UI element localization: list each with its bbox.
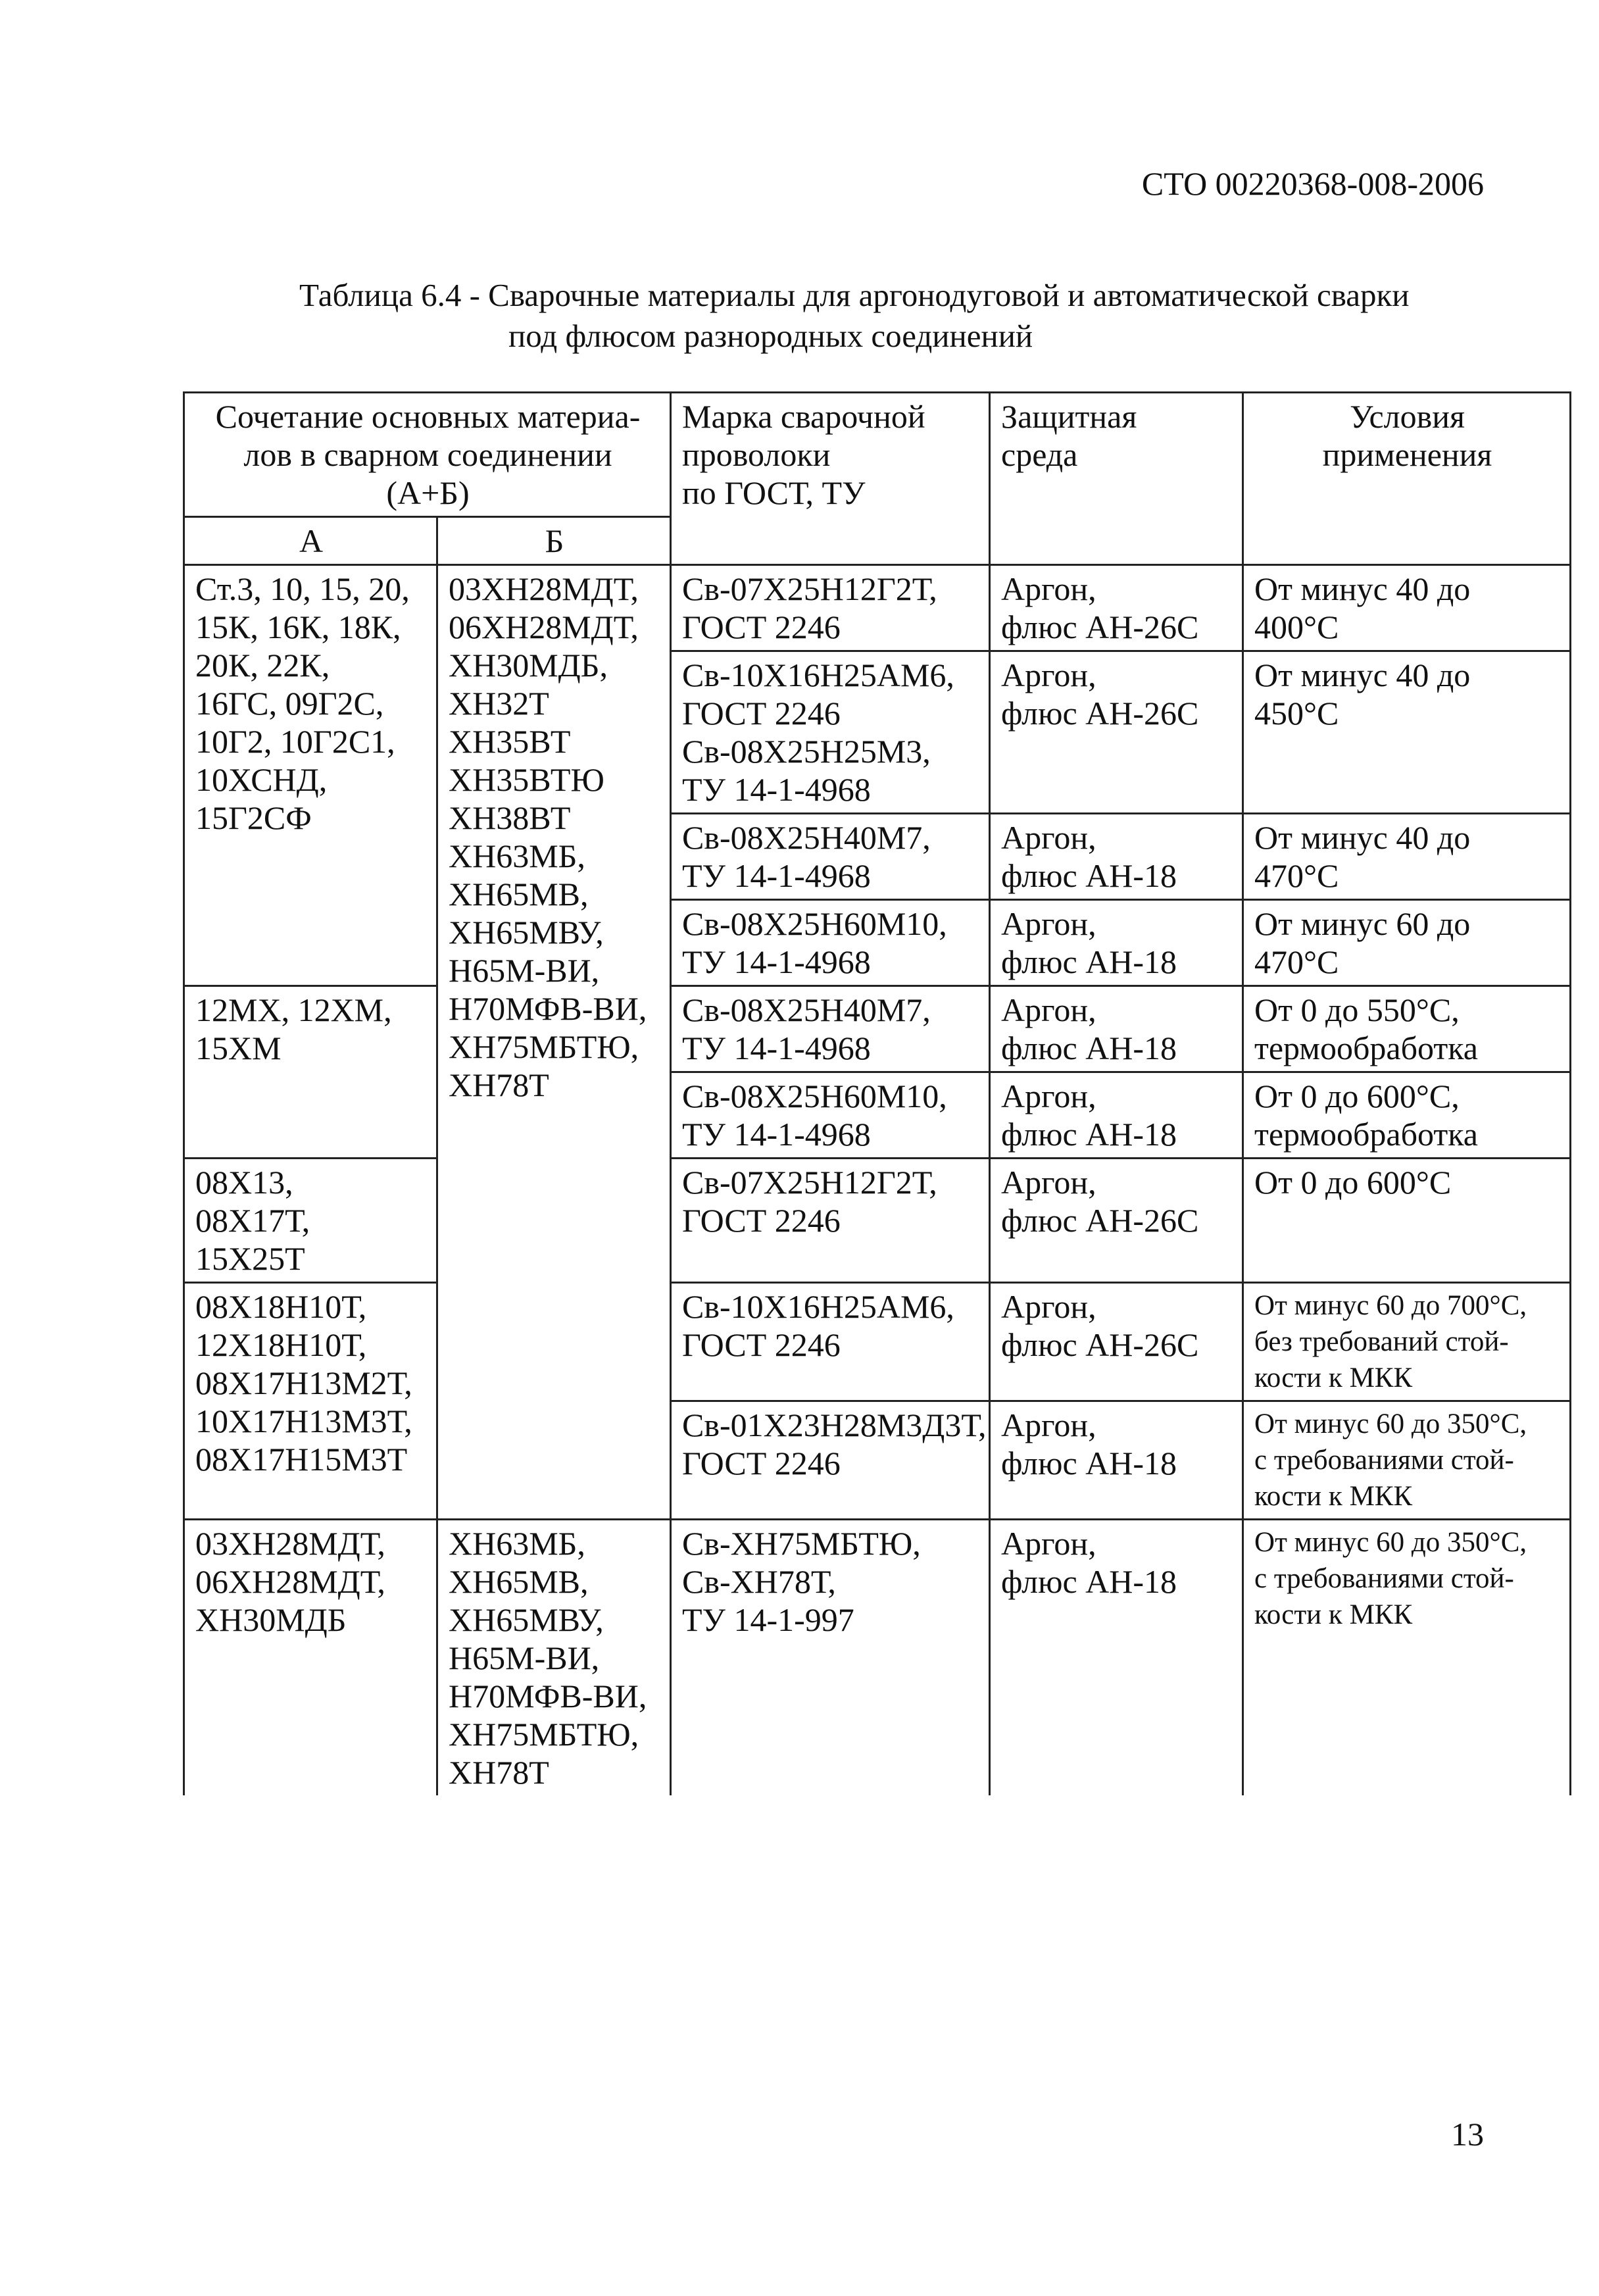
row-7-medium: Аргон, флюс АН-26С [990,1159,1243,1283]
group-a-carbon-steels: Ст.3, 10, 15, 20, 15К, 16К, 18К, 20К, 22К, 16ГС, 09Г2С, 10Г2, 10Г2С1, 10ХСНД, 15Г2СФ [184,565,437,986]
welding-materials-table [183,391,1571,1795]
header-conditions: Условия применения [1243,393,1571,565]
group-a-chromium-molybdenum: 12МХ, 12ХМ, 15ХМ [184,986,437,1159]
row-2-medium: Аргон, флюс АН-26С [990,651,1243,814]
row-5-medium: Аргон, флюс АН-18 [990,986,1243,1072]
row-9-medium: Аргон, флюс АН-18 [990,1401,1243,1520]
row-8-medium: Аргон, флюс АН-26С [990,1283,1243,1401]
row-6-conditions: От 0 до 600°С, термообработка [1243,1072,1571,1159]
page-number: 13 [1451,2116,1484,2153]
group-a-chromium-steels: 08Х13, 08Х17Т, 15Х25Т [184,1159,437,1283]
row-5-wire: Св-08Х25Н40М7, ТУ 14-1-4968 [671,986,990,1072]
row-7-conditions: От 0 до 600°С [1243,1159,1571,1283]
group-b-nickel-alloys-2: ХН63МБ, ХН65МВ, ХН65МВУ, Н65М-ВИ, Н70МФВ-ВИ, ХН75МБТЮ, ХН78Т [437,1520,671,1796]
row-2-wire: Св-10Х16Н25АМ6, ГОСТ 2246 Св-08Х25Н25М3, ТУ 14-1-4968 [671,651,990,814]
caption-line-1: Таблица 6.4 - Сварочные материалы для аргонодуговой и автоматической сварки [299,277,1410,313]
row-3-medium: Аргон, флюс АН-18 [990,814,1243,900]
row-6-wire: Св-08Х25Н60М10, ТУ 14-1-4968 [671,1072,990,1159]
row-9-conditions: От минус 60 до 350°С, с требованиями стой- кости к МКК [1243,1401,1571,1520]
row-1-conditions: От минус 40 до 400°С [1243,565,1571,651]
row-2-conditions: От минус 40 до 450°С [1243,651,1571,814]
header-wire: Марка сварочной проволоки по ГОСТ, ТУ [671,393,990,565]
header-combination: Сочетание основных материа- лов в сварном соединении (А+Б) [184,393,671,517]
row-8-conditions: От минус 60 до 700°С, без требований стой- кости к МКК [1243,1283,1571,1401]
row-4-conditions: От минус 60 до 470°С [1243,900,1571,986]
caption-line-2: под флюсом разнородных соединений [508,318,1033,354]
row-4-medium: Аргон, флюс АН-18 [990,900,1243,986]
row-10-medium: Аргон, флюс АН-18 [990,1520,1243,1796]
group-b-nickel-alloys: 03ХН28МДТ, 06ХН28МДТ, ХН30МДБ, ХН32Т ХН35ВТ ХН35ВТЮ ХН38ВТ ХН63МБ, ХН65МВ, ХН65МВУ, Н65М-ВИ, Н70МФВ-ВИ, ХН75МБТЮ, ХН78Т [437,565,671,1520]
header-medium: Защитная среда [990,393,1243,565]
header-col-a: А [184,517,437,565]
row-8-wire: Св-10Х16Н25АМ6, ГОСТ 2246 [671,1283,990,1401]
row-5-conditions: От 0 до 550°С, термообработка [1243,986,1571,1072]
document-code: СТО 00220368-008-2006 [1141,165,1484,202]
row-10-wire: Св-ХН75МБТЮ, Св-ХН78Т, ТУ 14-1-997 [671,1520,990,1796]
row-10-conditions: От минус 60 до 350°С, с требованиями стой- кости к МКК [1243,1520,1571,1796]
group-a-nickel-alloys: 03ХН28МДТ, 06ХН28МДТ, ХН30МДБ [184,1520,437,1796]
row-3-conditions: От минус 40 до 470°С [1243,814,1571,900]
row-9-wire: Св-01Х23Н28М3Д3Т, ГОСТ 2246 [671,1401,990,1520]
row-6-medium: Аргон, флюс АН-18 [990,1072,1243,1159]
group-a-austenitic-steels: 08Х18Н10Т, 12Х18Н10Т, 08Х17Н13М2Т, 10Х17Н13М3Т, 08Х17Н15М3Т [184,1283,437,1520]
row-1-medium: Аргон, флюс АН-26С [990,565,1243,651]
row-3-wire: Св-08Х25Н40М7, ТУ 14-1-4968 [671,814,990,900]
table-caption [299,275,1410,357]
row-7-wire: Св-07Х25Н12Г2Т, ГОСТ 2246 [671,1159,990,1283]
row-1-wire: Св-07Х25Н12Г2Т, ГОСТ 2246 [671,565,990,651]
row-4-wire: Св-08Х25Н60М10, ТУ 14-1-4968 [671,900,990,986]
header-col-b: Б [437,517,671,565]
